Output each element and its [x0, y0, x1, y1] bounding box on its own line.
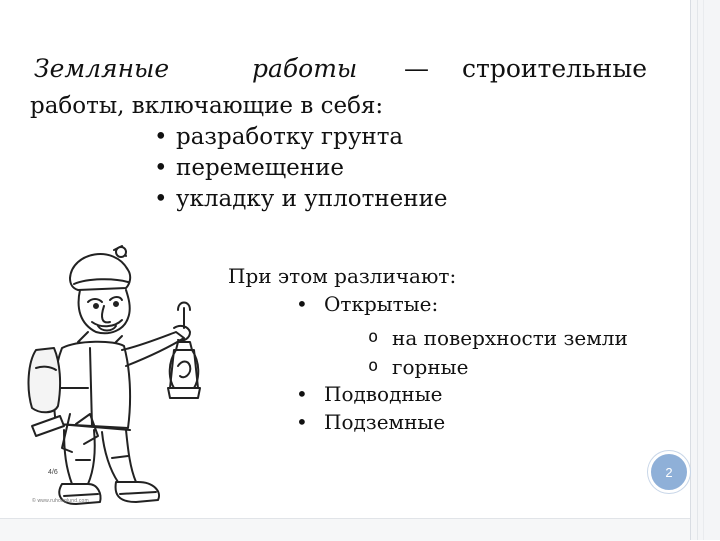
slide-frame-right-edge	[690, 0, 720, 540]
page-number-badge: 2	[648, 451, 690, 493]
definition-heading	[34, 52, 674, 86]
definition-continuation: работы, включающие в себя:	[30, 93, 384, 119]
classification-list-open	[296, 290, 438, 318]
term-word-1: Земляные	[34, 54, 170, 83]
list-item: o горные	[366, 353, 628, 382]
list-item: • Подземные	[296, 408, 445, 436]
list-item-open: • Открытые:	[296, 290, 438, 318]
classification-intro: При этом различают:	[228, 264, 457, 288]
miner-with-lantern-illustration	[18, 238, 223, 518]
illustration-credit: © www.ruhoaglund.com	[32, 498, 89, 504]
definition-start: строительные	[462, 54, 648, 83]
classification-list-other	[296, 380, 445, 436]
list-item: • разработку грунта	[154, 122, 448, 153]
term-word-2: работы	[252, 54, 358, 83]
list-item: • Подводные	[296, 380, 445, 408]
svg-text:4/6: 4/6	[48, 469, 58, 476]
definition-dash: —	[404, 54, 429, 83]
list-item: • перемещение	[154, 153, 448, 184]
slide-frame-bottom-edge	[0, 518, 690, 541]
list-item: • укладку и уплотнение	[154, 184, 448, 215]
list-item: o на поверхности земли	[366, 324, 628, 353]
work-items-list	[154, 122, 448, 215]
open-subtypes-list	[366, 324, 628, 382]
